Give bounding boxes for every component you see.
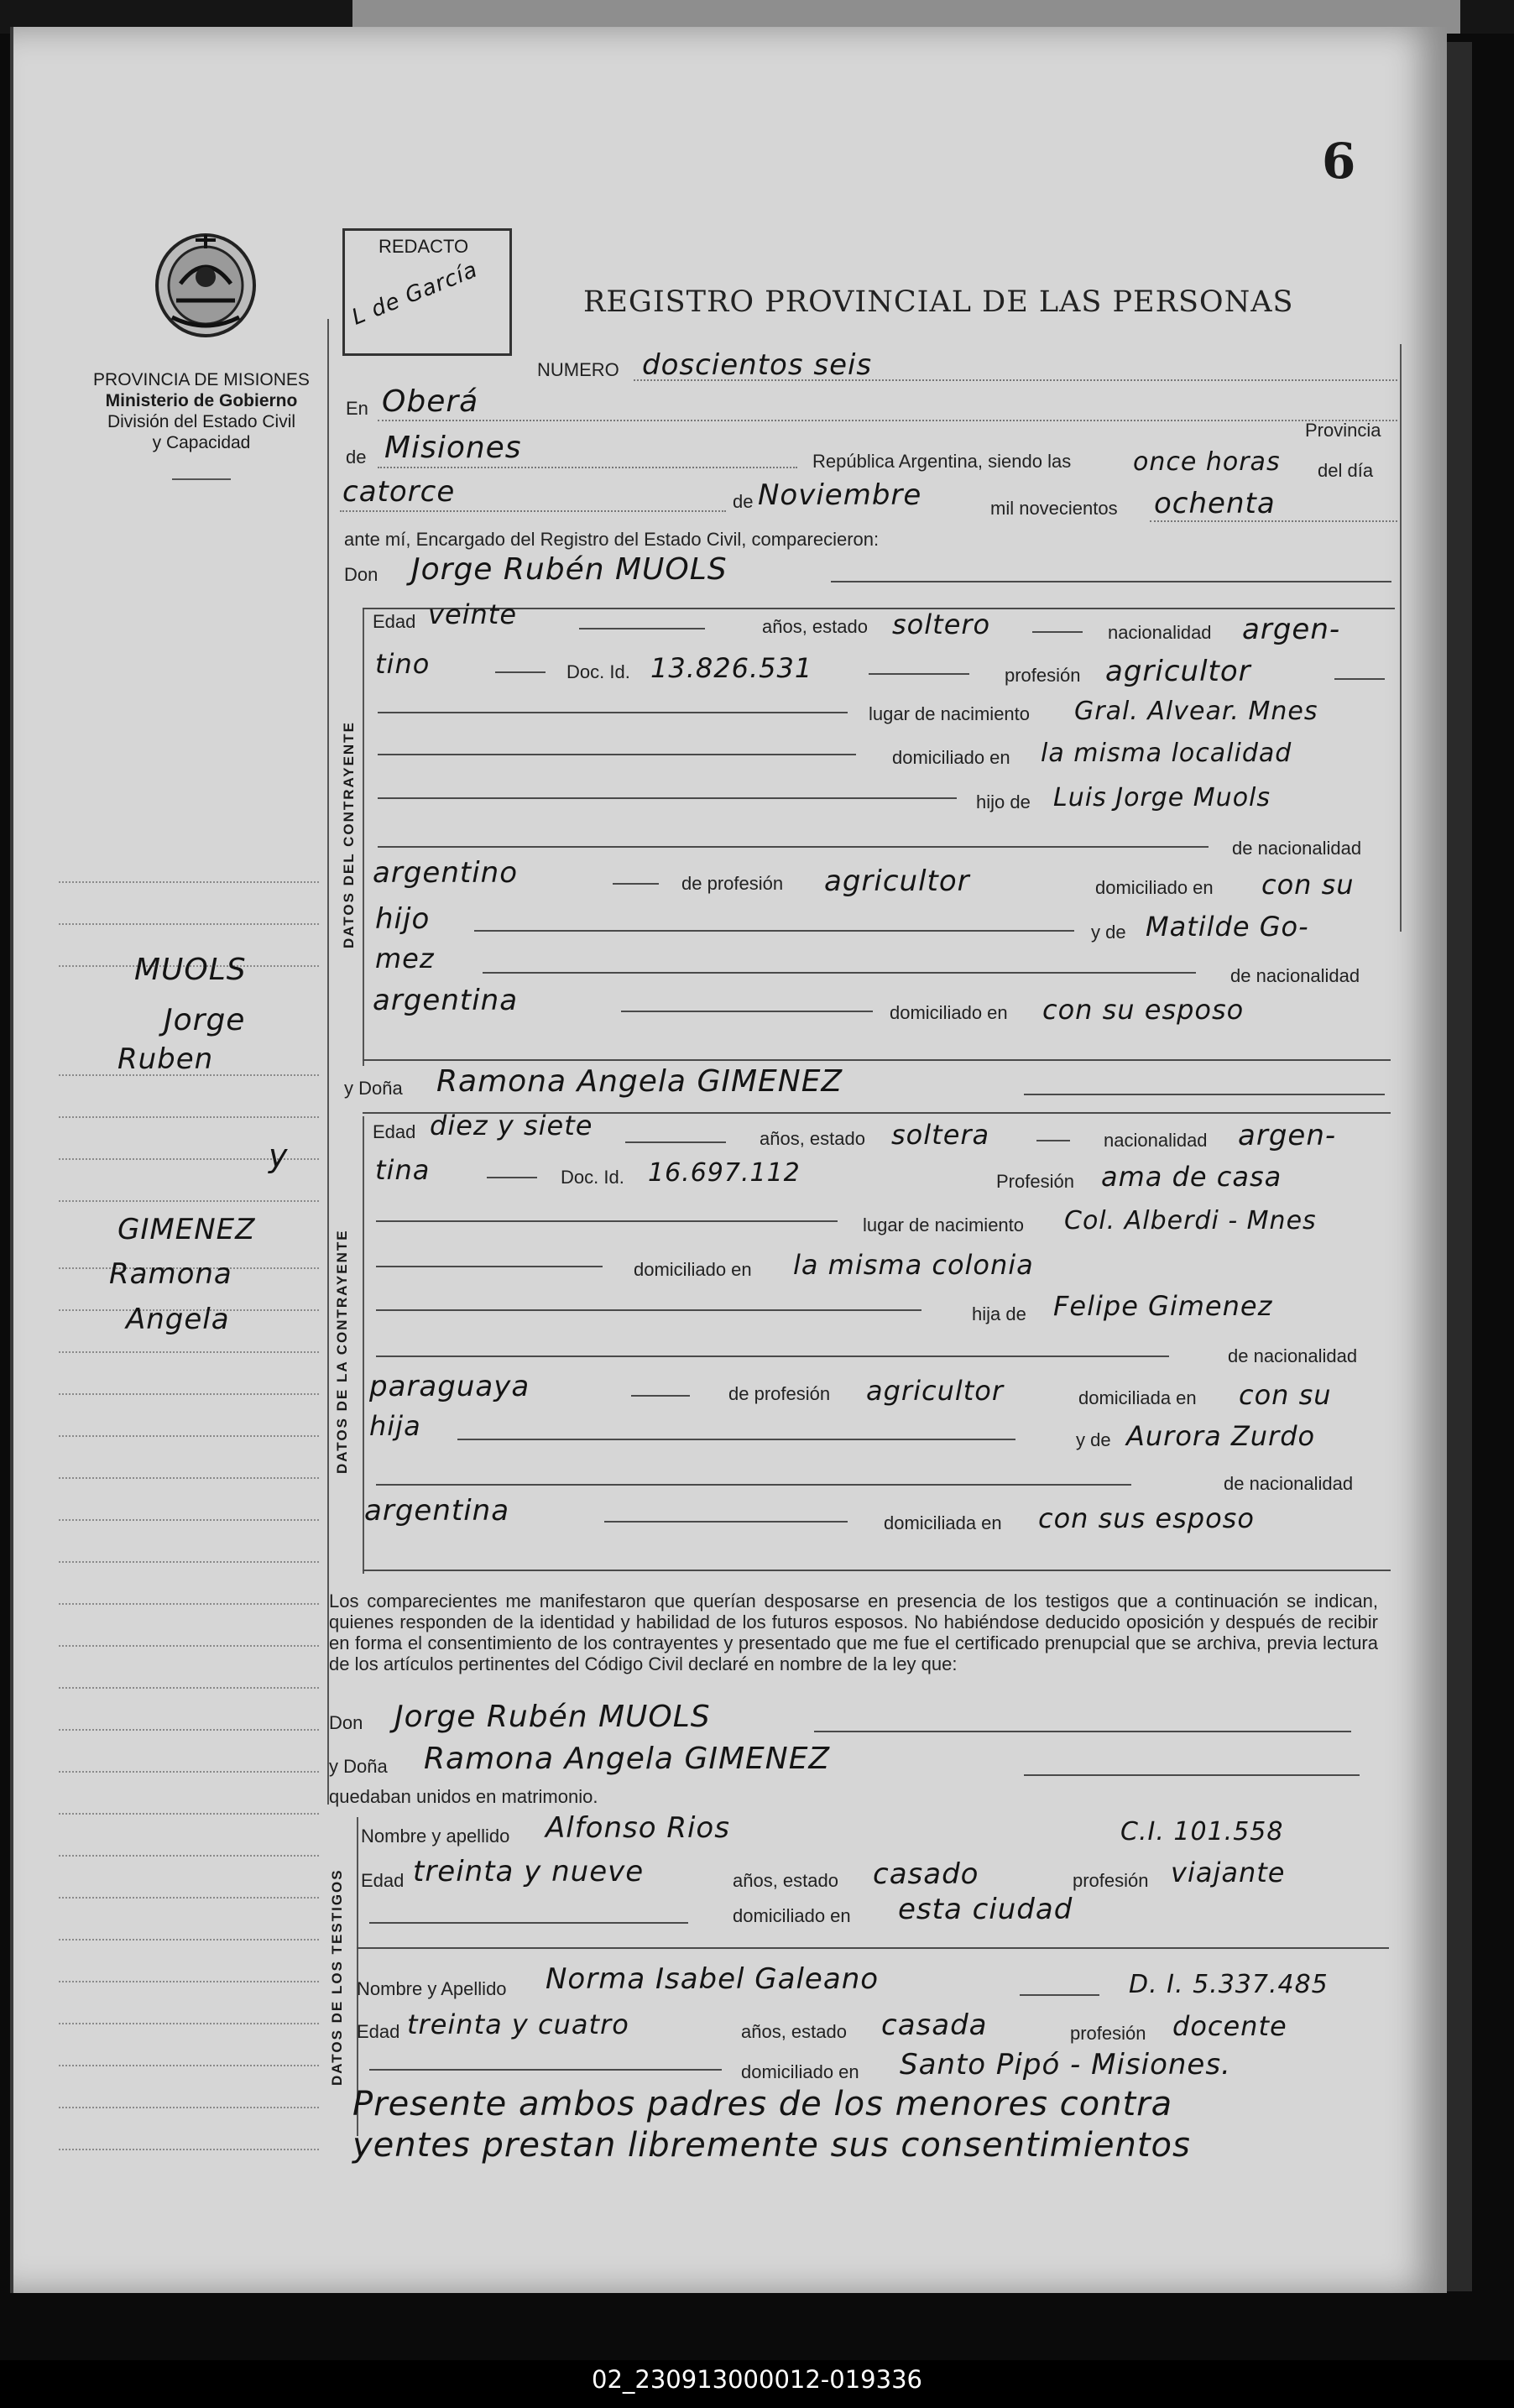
groom-padre-prof: agricultor	[824, 864, 970, 898]
w2-name-label: Nombre y Apellido	[357, 1978, 507, 1999]
bride-domiciliada-en-label: domiciliada en	[1078, 1387, 1197, 1408]
numero-value: doscientos seis	[642, 348, 873, 382]
margin-groom-surname: MUOLS	[134, 953, 247, 987]
witness-note-line1: Presente ambos padres de los menores contra	[352, 2085, 1173, 2123]
issuer-block	[76, 369, 327, 480]
bride-anos-label: años, estado	[760, 1128, 865, 1149]
groom-domicilio-label: domiciliado en	[892, 747, 1010, 768]
groom-lugar-rule	[378, 712, 848, 713]
groom-padre-dom-b: hijo	[375, 902, 431, 936]
bride-nacionalidad-a: argen-	[1238, 1119, 1337, 1152]
w2-estado: casada	[881, 2008, 988, 2042]
groom-nacionalidad-b: tino	[375, 648, 431, 680]
right-border-line	[1400, 344, 1402, 932]
provincia-label: Provincia	[1305, 420, 1381, 441]
w1-anos-label: años, estado	[733, 1870, 838, 1891]
provincial-seal-icon	[147, 225, 264, 342]
groom-padre-dom-a: con su	[1261, 869, 1355, 901]
w2-anos-label: años, estado	[741, 2021, 847, 2042]
page-number: 6	[1322, 133, 1356, 190]
republica-text: República Argentina, siendo las	[812, 451, 1072, 472]
w2-prof: docente	[1172, 2010, 1287, 2042]
w2-edad: treinta y cuatro	[407, 2008, 629, 2040]
w1-doc: C.I. 101.558	[1120, 1817, 1284, 1846]
w1-name-label: Nombre y apellido	[361, 1826, 510, 1846]
bride-nac-rule	[487, 1177, 537, 1178]
groom-lugar-label: lugar de nacimiento	[869, 703, 1031, 724]
margin-bride-first: Ramona	[109, 1257, 232, 1291]
declaration-paragraph: Los comparecientes me manifestaron que querían desposarse en presencia de los testigos que a continuación se indican, quienes responden de la identidad y habilidad de los futuros esposos. No habiéndose deducido oposición y después de recibir en forma el consentimiento de los contrayentes y presentado que me fue el certificado prenupcial que se archiva, previa lectura de los artículos pertinentes del Código Civil declaré en nombre de la ley que:	[329, 1591, 1378, 1674]
groom-de-profesion-label: de profesión	[681, 873, 784, 894]
bride-domicilio-label: domiciliado en	[634, 1259, 752, 1280]
groom-side-label: DATOS DEL CONTRAYENTE	[341, 721, 357, 948]
groom-de-nac-label: de nacionalidad	[1232, 838, 1362, 859]
bride-domicilio: la misma colonia	[793, 1249, 1034, 1281]
w2-name: Norma Isabel Galeano	[546, 1962, 880, 1996]
division-label: División del Estado Civil	[107, 412, 296, 431]
ministry-label: Ministerio de Gobierno	[105, 391, 298, 410]
de-label: de	[346, 447, 367, 467]
mil-label: mil novecientos	[990, 498, 1118, 519]
w2-name-rule	[1020, 1994, 1099, 1996]
w2-dom-label: domiciliado en	[741, 2061, 859, 2082]
redacto-stamp	[342, 228, 512, 356]
bride-edad-rule	[625, 1141, 726, 1143]
decl-dona-rule	[1024, 1774, 1360, 1776]
bride-hija-label: hija de	[972, 1303, 1026, 1324]
bride-nacionalidad-label: nacionalidad	[1104, 1130, 1208, 1151]
w2-edad-label: Edad	[357, 2021, 400, 2042]
mes-value: Noviembre	[758, 478, 922, 512]
document-title: REGISTRO PROVINCIAL DE LAS PERSONAS	[583, 285, 1294, 319]
anio-rule	[1150, 520, 1397, 522]
witness-side-label: DATOS DE LOS TESTIGOS	[329, 1868, 345, 2086]
numero-rule	[634, 379, 1397, 381]
book-edge	[1447, 42, 1472, 2291]
bride-profesion: ama de casa	[1101, 1161, 1282, 1193]
groom-don-label: Don	[344, 564, 378, 585]
bride-lugar-label: lugar de nacimiento	[863, 1214, 1025, 1235]
bride-padre: Felipe Gimenez	[1053, 1290, 1273, 1322]
groom-y-de-label: y de	[1091, 922, 1126, 943]
bride-y-de-label: y de	[1076, 1429, 1111, 1450]
de-mes-label: de	[733, 491, 754, 512]
groom-dom-rule	[378, 754, 856, 755]
decl-dona-label: y Doña	[329, 1756, 388, 1777]
groom-edad-label: Edad	[373, 611, 416, 632]
decl-don-name: Jorge Rubén MUOLS	[394, 1700, 711, 1734]
bride-estado: soltera	[891, 1119, 990, 1151]
dia-value: catorce	[342, 475, 456, 509]
bride-doc: 16.697.112	[648, 1158, 801, 1188]
en-rule	[378, 420, 1397, 421]
groom-nac-rule	[495, 671, 546, 673]
groom-hijo-label: hijo de	[976, 791, 1031, 812]
bride-madre-nac-tail	[604, 1521, 848, 1523]
groom-hijo-rule	[378, 797, 957, 799]
groom-edad-rule	[579, 628, 705, 629]
capacity-label: y Capacidad	[152, 433, 251, 452]
margin-groom-second: Ruben	[117, 1042, 214, 1076]
bride-padre-dom-a: con su	[1239, 1379, 1332, 1411]
anio-value: ochenta	[1154, 487, 1276, 520]
numero-label: NUMERO	[537, 359, 619, 380]
w2-prof-label: profesión	[1070, 2023, 1146, 2044]
stamp-signature: L de García	[348, 257, 482, 331]
groom-domiciliado-en2-label: domiciliado en	[890, 1002, 1008, 1023]
groom-nacionalidad-a: argen-	[1242, 613, 1341, 646]
dia-rule	[340, 510, 726, 512]
left-border-line	[327, 319, 329, 1805]
bride-lugar-rule	[376, 1220, 838, 1222]
margin-groom-first: Jorge	[164, 1003, 246, 1037]
margin-bride-surname: GIMENEZ	[117, 1213, 256, 1246]
decl-unidos: quedaban unidos en matrimonio.	[329, 1786, 598, 1807]
header-divider	[172, 478, 231, 480]
image-caption: 02_230913000012-019336	[592, 2365, 922, 2394]
bride-padre-nac-tail	[631, 1395, 690, 1397]
w1-prof: viajante	[1171, 1857, 1286, 1888]
decl-dona-name: Ramona Angela GIMENEZ	[424, 1742, 831, 1776]
bride-y-de-rule	[457, 1439, 1015, 1440]
bride-edad-label: Edad	[373, 1121, 416, 1142]
bride-dom-rule	[376, 1266, 603, 1267]
groom-padre-nac-tail	[613, 883, 659, 885]
groom-de-nac2-label: de nacionalidad	[1230, 965, 1360, 986]
bride-domiciliada-en2-label: domiciliada en	[884, 1512, 1002, 1533]
bride-madre: Aurora Zurdo	[1126, 1420, 1316, 1452]
groom-madre-b: mez	[375, 943, 435, 974]
bride-madre-nac-rule	[376, 1484, 1131, 1486]
groom-lugar: Gral. Alvear. Mnes	[1074, 697, 1318, 726]
groom-edad: veinte	[428, 598, 518, 630]
groom-padre-nac: argentino	[373, 856, 518, 890]
groom-y-de-rule	[474, 930, 1074, 932]
decl-don-rule	[814, 1731, 1351, 1732]
groom-prof-rule	[1334, 678, 1385, 680]
bride-padre-prof: agricultor	[866, 1375, 1005, 1407]
groom-profesion: agricultor	[1105, 655, 1251, 688]
de-rule	[378, 467, 797, 468]
groom-domiciliado-en-label: domiciliado en	[1095, 877, 1214, 898]
w2-dom-rule	[369, 2069, 722, 2071]
groom-nacionalidad-label: nacionalidad	[1108, 622, 1212, 643]
w1-name: Alfonso Rios	[546, 1811, 730, 1845]
groom-madre-a: Matilde Go-	[1146, 911, 1309, 943]
bride-estado-rule	[1036, 1140, 1070, 1141]
groom-name: Jorge Rubén MUOLS	[411, 552, 728, 587]
bride-madre-nac: argentina	[364, 1494, 510, 1528]
bride-lugar: Col. Alberdi - Mnes	[1064, 1206, 1317, 1235]
margin-bride-second: Angela	[126, 1303, 230, 1336]
groom-madre-nac-rule	[483, 972, 1196, 974]
w1-estado: casado	[873, 1857, 979, 1891]
groom-domicilio: la misma localidad	[1041, 739, 1292, 768]
w1-prof-label: profesión	[1073, 1870, 1149, 1891]
witness-note-line2: yentes prestan libremente sus consentimientos	[352, 2126, 1191, 2165]
groom-name-rule	[831, 581, 1391, 582]
w2-dom: Santo Pipó - Misiones.	[900, 2048, 1231, 2082]
groom-block-line	[363, 609, 364, 1066]
bride-edad: diez y siete	[430, 1110, 593, 1141]
province-label: PROVINCIA DE MISIONES	[93, 370, 310, 389]
bride-name: Ramona Angela GIMENEZ	[436, 1064, 843, 1099]
bride-de-nac2-label: de nacionalidad	[1224, 1473, 1354, 1494]
margin-and: y	[269, 1137, 289, 1174]
bride-doc-label: Doc. Id.	[561, 1167, 624, 1188]
groom-doc: 13.826.531	[650, 652, 813, 684]
w1-end-rule	[357, 1947, 1389, 1949]
w1-dom-label: domiciliado en	[733, 1905, 851, 1926]
bride-side-label: DATOS DE LA CONTRAYENTE	[334, 1229, 350, 1474]
horas-value: once horas	[1133, 447, 1281, 477]
bride-de-nac-label: de nacionalidad	[1228, 1345, 1358, 1366]
w1-edad: treinta y nueve	[413, 1855, 645, 1888]
groom-estado-rule	[1032, 631, 1083, 633]
bride-padre-nac-rule	[376, 1355, 1169, 1357]
groom-header-rule	[363, 608, 1395, 609]
w1-dom-rule	[369, 1922, 688, 1924]
w2-doc: D. I. 5.337.485	[1129, 1970, 1329, 1999]
groom-madre-nac: argentina	[373, 984, 519, 1017]
groom-madre-nac-tail	[621, 1011, 873, 1012]
bride-padre-nac: paraguaya	[369, 1370, 530, 1403]
bride-hija-rule	[376, 1309, 921, 1311]
bride-padre-dom-b: hija	[369, 1410, 421, 1442]
groom-end-rule	[363, 1059, 1391, 1061]
bride-name-rule	[1024, 1094, 1385, 1095]
w1-dom: esta ciudad	[898, 1893, 1073, 1926]
ante-text: ante mí, Encargado del Registro del Estado Civil, comparecieron:	[344, 529, 880, 550]
bride-profesion-label: Profesión	[996, 1171, 1074, 1192]
bride-de-profesion-label: de profesión	[728, 1383, 831, 1404]
groom-profesion-label: profesión	[1005, 665, 1081, 686]
groom-padre-nac-rule	[378, 846, 1209, 848]
groom-anos-label: años, estado	[762, 616, 868, 637]
de-value: Misiones	[384, 431, 522, 465]
en-label: En	[346, 398, 368, 419]
bride-nacionalidad-b: tina	[375, 1154, 431, 1186]
decl-don-label: Don	[329, 1712, 363, 1733]
groom-doc-rule	[869, 673, 969, 675]
groom-madre-dom: con su esposo	[1042, 994, 1245, 1026]
del-dia-label: del día	[1318, 460, 1374, 481]
w1-edad-label: Edad	[361, 1870, 405, 1891]
groom-doc-label: Doc. Id.	[566, 661, 630, 682]
en-value: Oberá	[382, 384, 479, 419]
groom-estado: soltero	[892, 609, 991, 640]
bride-end-rule	[363, 1570, 1391, 1571]
bride-dona-label: y Doña	[344, 1078, 403, 1099]
stamp-label: REDACTO	[378, 236, 469, 257]
groom-padre: Luis Jorge Muols	[1053, 783, 1271, 812]
bride-madre-dom: con sus esposo	[1038, 1502, 1255, 1534]
